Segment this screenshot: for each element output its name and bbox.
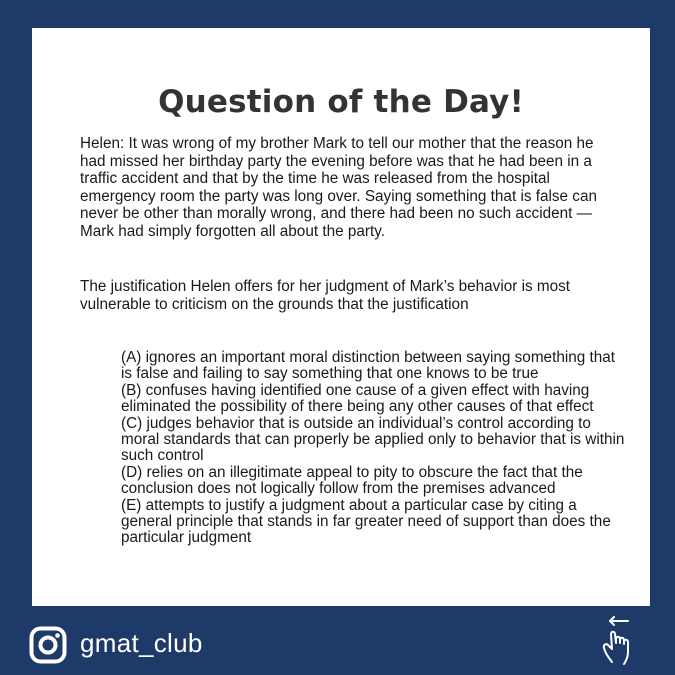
answer-choice-e[interactable]: (E) attempts to justify a judgment about a particular case by citing a general principle that stands in far greater need of support than does the particular judgment bbox=[121, 496, 611, 547]
answer-choice-d[interactable]: (D) relies on an illegitimate appeal to pity to obscure the fact that the conclusion does not logically follow from the premises advanced bbox=[121, 463, 583, 498]
footer-bar bbox=[0, 606, 675, 675]
question-stem: The justification Helen offers for her judgment of Mark’s behavior is most vulnerable to criticism on the grounds that the justification bbox=[80, 278, 571, 313]
answer-choices bbox=[121, 350, 626, 547]
question-card bbox=[32, 28, 650, 606]
answer-choice-b[interactable]: (B) confuses having identified one cause of a given effect with having eliminated the possibility of there being any other causes of that effect bbox=[121, 381, 594, 416]
answer-choice-a[interactable]: (A) ignores an important moral distinction between saying something that is false and failing to say something that one knows to be true bbox=[121, 349, 616, 383]
page-title: Question of the Day! bbox=[158, 84, 524, 120]
answer-choice-c[interactable]: (C) judges behavior that is outside an individual’s control according to moral standards that can properly be applied only to behavior that is within such control bbox=[121, 414, 625, 465]
instagram-icon[interactable] bbox=[29, 626, 67, 664]
swipe-left-hand-icon bbox=[598, 612, 646, 668]
instagram-handle[interactable]: gmat_club bbox=[80, 628, 203, 658]
question-stimulus: Helen: It was wrong of my brother Mark to tell our mother that the reason he had missed her birthday party the evening before was that he had been in a traffic accident and that by the time he was released from the hospital emergency room the party was long over. Saying something that is false can never be other than morally wrong, and there had been no such accident —Mark had simply forgotten all about the party. bbox=[80, 135, 597, 240]
